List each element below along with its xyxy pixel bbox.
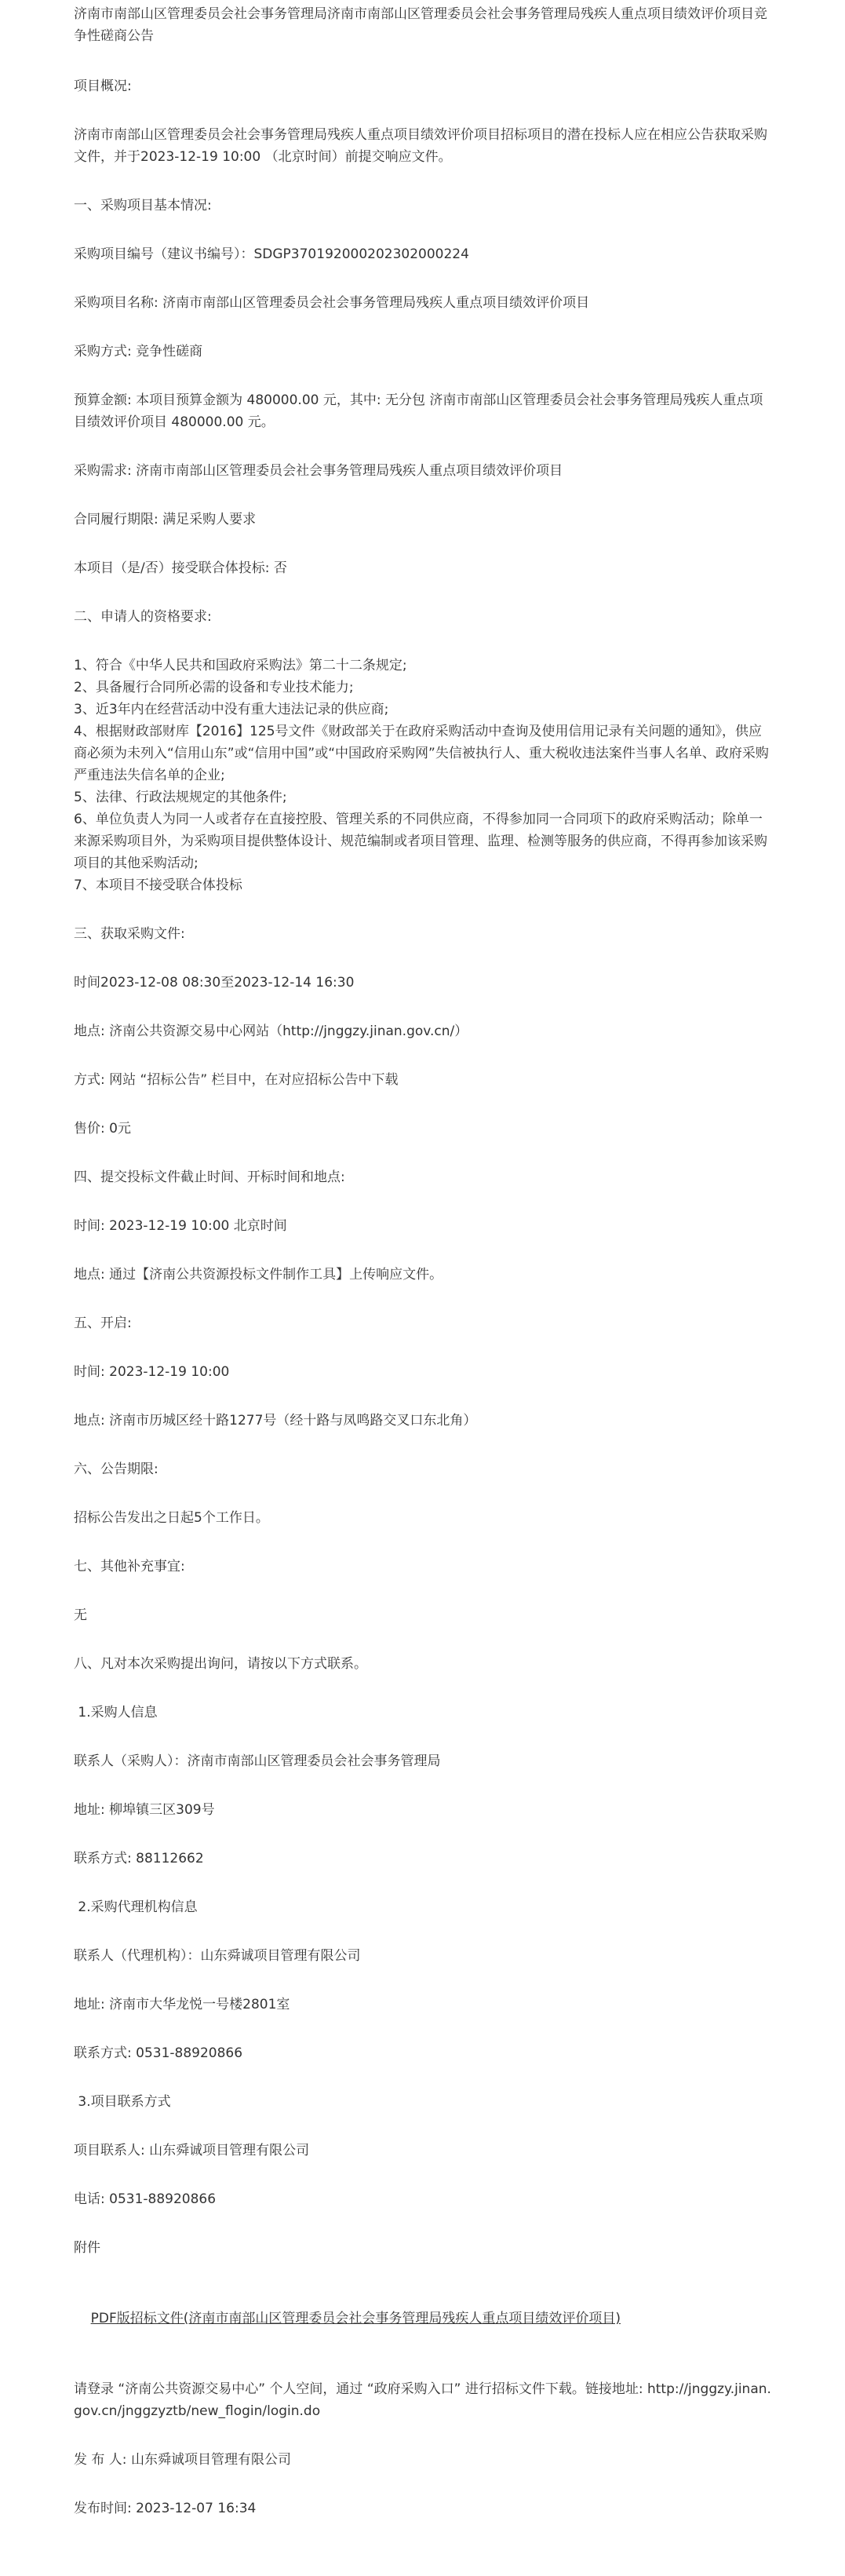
opening-place: 地点: 济南市历城区经十路1277号（经十路与凤鸣路交叉口东北角）: [74, 1413, 477, 1428]
project-name: 采购项目名称: 济南市南部山区管理委员会社会事务管理局残疾人重点项目绩效评价项目: [74, 295, 590, 311]
section-1-heading: 一、采购项目基本情况:: [74, 198, 212, 213]
section-7-heading: 七、其他补充事宜:: [74, 1559, 185, 1574]
deadline-place: 地点: 通过【济南公共资源投标文件制作工具】上传响应文件。: [74, 1267, 443, 1283]
supplementary-text: 无: [74, 1607, 87, 1623]
attachment-row: [74, 2286, 771, 2352]
overview-text: 济南市南部山区管理委员会社会事务管理局残疾人重点项目绩效评价项目招标项目的潜在投标人应在相应公告获取采购文件，并于2023-12-19 10:00 （北京时间）前提交响应文件。: [74, 127, 767, 165]
section-4-heading: 四、提交投标文件截止时间、开标时间和地点:: [74, 1169, 345, 1185]
budget-amount: 预算金额: 本项目预算金额为 480000.00 元，其中: 无分包 济南市南部山区管理委员会社会事务管理局残疾人重点项目绩效评价项目 480000.00 元。: [74, 392, 763, 430]
buyer-phone: 联系方式: 88112662: [74, 1851, 204, 1866]
consortium-policy: 本项目（是/否）接受联合体投标: 否: [74, 560, 287, 576]
deadline-time: 时间: 2023-12-19 10:00 北京时间: [74, 1218, 287, 1234]
project-phone: 电话: 0531-88920866: [74, 2191, 217, 2207]
attachment-pdf-link[interactable]: PDF版招标文件(济南市南部山区管理委员会社会事务管理局残疾人重点项目绩效评价项目): [90, 2311, 621, 2326]
procurement-demand: 采购需求: 济南市南部山区管理委员会社会事务管理局残疾人重点项目绩效评价项目: [74, 463, 563, 479]
project-contact: 项目联系人: 山东舜诚项目管理有限公司: [74, 2143, 310, 2158]
list-item: 2、具备履行合同所必需的设备和专业技术能力;: [74, 680, 354, 695]
buyer-contact: 联系人（采购人）：济南市南部山区管理委员会社会事务管理局: [74, 1753, 441, 1769]
list-item: 6、单位负责人为同一人或者存在直接控股、管理关系的不同供应商，不得参加同一合同项下的政府采购活动；除单一来源采购项目外，为采购项目提供整体设计、规范编制或者项目管理、监理、检测等服务的供应商，不得再参加该采购项目的其他采购活动;: [74, 812, 767, 871]
qualification-list: [74, 655, 771, 896]
notice-period: 招标公告发出之日起5个工作日。: [74, 1510, 269, 1526]
attachment-heading: 附件: [74, 2240, 100, 2256]
agent-phone: 联系方式: 0531-88920866: [74, 2045, 243, 2061]
agent-info-heading: 2.采购代理机构信息: [74, 1899, 198, 1915]
overview-heading: 项目概况:: [74, 78, 132, 94]
page-title: 济南市南部山区管理委员会社会事务管理局济南市南部山区管理委员会社会事务管理局残疾人重点项目绩效评价项目竞争性磋商公告: [74, 6, 767, 44]
section-3-heading: 三、获取采购文件:: [74, 926, 185, 942]
list-item: 4、根据财政部财库【2016】125号文件《财政部关于在政府采购活动中查询及使用信用记录有关问题的通知》，供应商必须为未列入“信用山东”或“信用中国”或“中国政府采购网”失信被执行人、重大税收违法案件当事人名单、政府采购严重违法失信名单的企业;: [74, 724, 769, 783]
procurement-method: 采购方式: 竞争性磋商: [74, 344, 203, 359]
document-price: 售价: 0元: [74, 1121, 131, 1137]
project-contact-heading: 3.项目联系方式: [74, 2094, 171, 2110]
list-item: 1、符合《中华人民共和国政府采购法》第二十二条规定;: [74, 658, 407, 673]
publisher: 发 布 人: 山东舜诚项目管理有限公司: [74, 2452, 291, 2468]
contract-term: 合同履行期限: 满足采购人要求: [74, 512, 257, 527]
section-6-heading: 六、公告期限:: [74, 1461, 158, 1477]
login-note: 请登录 “济南公共资源交易中心” 个人空间，通过 “政府采购入口” 进行招标文件下载。链接地址: http://jnggzy.jinan.gov.cn/jnggzyztb/new_flogin/login.do: [74, 2381, 771, 2419]
publish-time: 发布时间: 2023-12-07 16:34: [74, 2501, 257, 2516]
buyer-address: 地址: 柳埠镇三区309号: [74, 1802, 215, 1818]
opening-time: 时间: 2023-12-19 10:00: [74, 1364, 230, 1380]
agent-contact: 联系人（代理机构）：山东舜诚项目管理有限公司: [74, 1948, 361, 1964]
acquire-method: 方式: 网站 “招标公告” 栏目中，在对应招标公告中下载: [74, 1072, 399, 1088]
acquire-place: 地点: 济南公共资源交易中心网站（http://jnggzy.jinan.gov.cn/）: [74, 1023, 468, 1039]
project-number: 采购项目编号（建议书编号）：SDGP370192000202302000224: [74, 246, 469, 262]
list-item: 3、近3年内在经营活动中没有重大违法记录的供应商;: [74, 702, 389, 717]
buyer-info-heading: 1.采购人信息: [74, 1705, 158, 1720]
section-5-heading: 五、开启:: [74, 1315, 132, 1331]
section-2-heading: 二、申请人的资格要求:: [74, 609, 212, 625]
agent-address: 地址: 济南市大华龙悦一号楼2801室: [74, 1997, 290, 2012]
section-8-heading: 八、凡对本次采购提出询问，请按以下方式联系。: [74, 1656, 367, 1672]
acquire-time: 时间2023-12-08 08:30至2023-12-14 16:30: [74, 975, 355, 991]
list-item: 5、法律、行政法规规定的其他条件;: [74, 790, 287, 805]
list-item: 7、本项目不接受联合体投标: [74, 878, 242, 893]
